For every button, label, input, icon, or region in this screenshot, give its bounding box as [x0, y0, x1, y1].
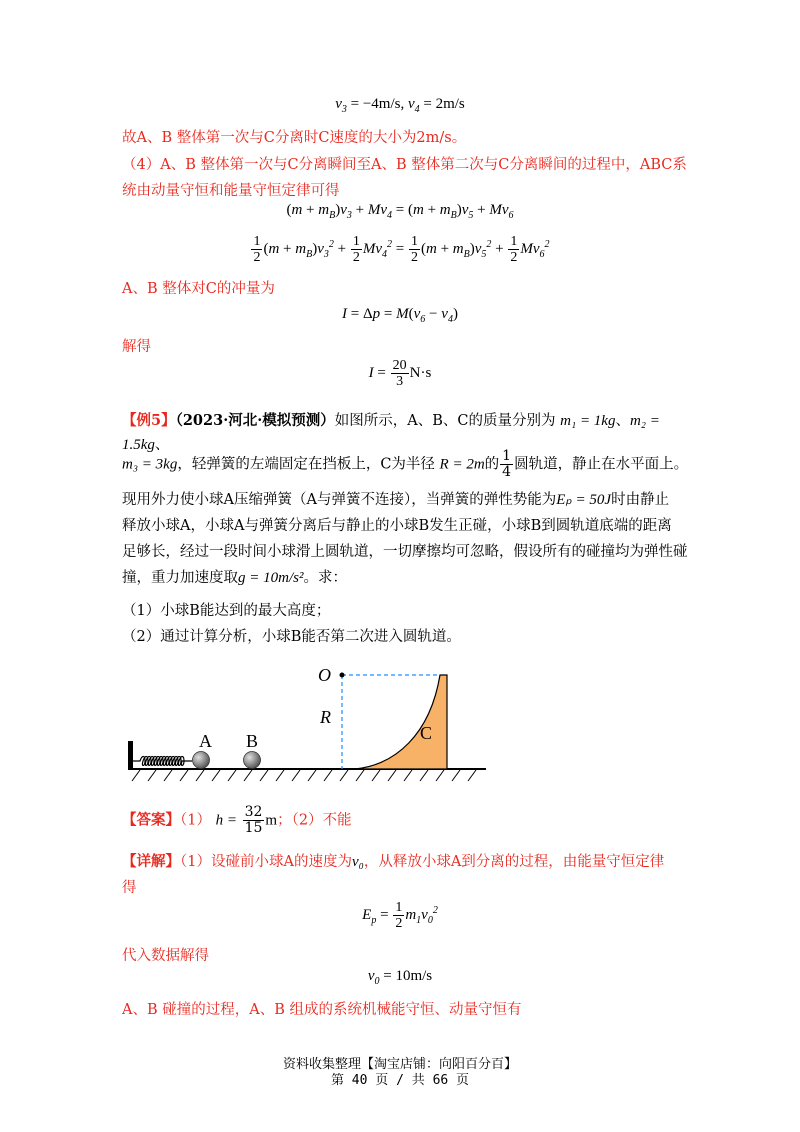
- mass-m1: m₁ = 1kg: [560, 413, 616, 429]
- example-line-1: 【例5】（2023·河北·模拟预测）如图所示，A、B、C的质量分别为 m₁ = 1kg、m₂ = 1.5kg、: [122, 412, 660, 453]
- collision-line: A、B 碰撞的过程，A、B 组成的系统机械能守恒、动量守恒有: [122, 1002, 522, 1018]
- label-r: R: [320, 707, 331, 727]
- footer-page-number: 第 40 页 / 共 66 页: [330, 1073, 470, 1088]
- example-line-2: m₃ = 3kg，轻弹簧的左端固定在挡板上，C为半径 R = 2m的 $\frac{1}{4}$ 圆轨道，静止在水平面上。: [122, 448, 689, 480]
- equation-velocities: $v_3 = -4m/s$, $v_4 = 2m/s$: [335, 96, 465, 115]
- ep-value: Eₚ = 50J: [556, 492, 612, 508]
- mass-m2: m₂ = 1.5kg: [122, 413, 660, 453]
- equation-ep: $E_p$ = $\frac{1}{2}$ $m_1v_0^2$: [362, 900, 438, 931]
- part4-line-a: （4）A、B 整体第一次与C分离瞬间至A、B 整体第二次与C分离瞬间的过程中，ABC系: [122, 157, 687, 173]
- example-line-6: 撞，重力加速度取g = 10m/s²。求：: [122, 570, 347, 586]
- center-point: [340, 673, 345, 678]
- label-b: B: [246, 731, 259, 751]
- label-c: C: [420, 723, 433, 743]
- ground-hatching: [132, 770, 476, 781]
- example-line-3: 现用外力使小球A压缩弹簧（A与弹簧不连接），当弹簧的弹性势能为Eₚ = 50J时由静止: [122, 492, 670, 508]
- mass-m3: m₃ = 3kg: [122, 456, 178, 473]
- example-tag: 【例5】: [122, 412, 176, 429]
- detail-tag: 【详解】: [122, 853, 180, 870]
- equation-impulse: $I = \Delta p = M(v_6 - v_4)$: [342, 306, 458, 325]
- part4-line-b: 统由动量守恒和能量守恒定律可得: [122, 183, 340, 199]
- detail-line-1: 【详解】（1）设碰前小球A的速度为v₀，从释放小球A到分离的过程，由能量守恒定律: [122, 853, 665, 870]
- label-a: A: [199, 731, 212, 751]
- solve-label: 解得: [122, 339, 151, 355]
- answer-line: 【答案】（1） h = $\frac{32}{15}$ m；（2）不能: [122, 804, 352, 836]
- answer-h-fraction: $\frac{32}{15}$: [244, 804, 263, 836]
- conclusion-line: 故A、B 整体第一次与C分离时C速度的大小为2m/s。: [122, 130, 467, 146]
- equation-energy: $\frac{1}{2}$ $(m + m_B)v_3^2$ + $\frac{1}{2}$ $Mv_4^2$ = $\frac{1}{2}$ $(m + m_B)v_5^2$ + $\frac{1}{2}$ $Mv_6^2$: [253, 234, 550, 265]
- physics-figure: [120, 655, 490, 785]
- radius-value: R = 2m: [439, 456, 485, 473]
- example-source: （2023·河北·模拟预测）: [175, 412, 335, 429]
- equation-result: I = $\frac{20}{3}$ N·s: [368, 358, 432, 389]
- example-line-4: 释放小球A，小球A与弹簧分离后与静止的小球B发生正碰，小球B到圆轨道底端的距离: [122, 518, 672, 534]
- question-1: （1）小球B能达到的最大高度；: [122, 603, 331, 619]
- substitute-line: 代入数据解得: [122, 948, 209, 964]
- wall-plate: [128, 741, 133, 769]
- detail-line-2: 得: [122, 880, 137, 896]
- spring: [133, 757, 192, 766]
- equation-momentum: $(m + m_B)v_3 + Mv_4 = (m + m_B)v_5 + Mv_6$: [286, 202, 514, 221]
- example-line-5: 足够长，经过一段时间小球滑上圆轨道，一切摩擦均可忽略，假设所有的碰撞均为弹性碰: [122, 544, 688, 560]
- answer-tag: 【答案】: [122, 811, 180, 829]
- track-c: [355, 675, 447, 769]
- equation-v0: $v_0 = 10m/s$: [367, 968, 433, 987]
- question-2: （2）通过计算分析，小球B能否第二次进入圆轨道。: [122, 629, 461, 645]
- impulse-intro: A、B 整体对C的冲量为: [122, 281, 275, 297]
- quarter-fraction: $\frac{1}{4}$: [502, 448, 512, 480]
- ball-b: [244, 752, 261, 769]
- label-o: O: [318, 665, 331, 685]
- g-value: g = 10m/s²: [238, 570, 304, 586]
- footer-source: 资料收集整理【淘宝店铺：向阳百分百】: [282, 1057, 517, 1072]
- ball-a: [193, 752, 210, 769]
